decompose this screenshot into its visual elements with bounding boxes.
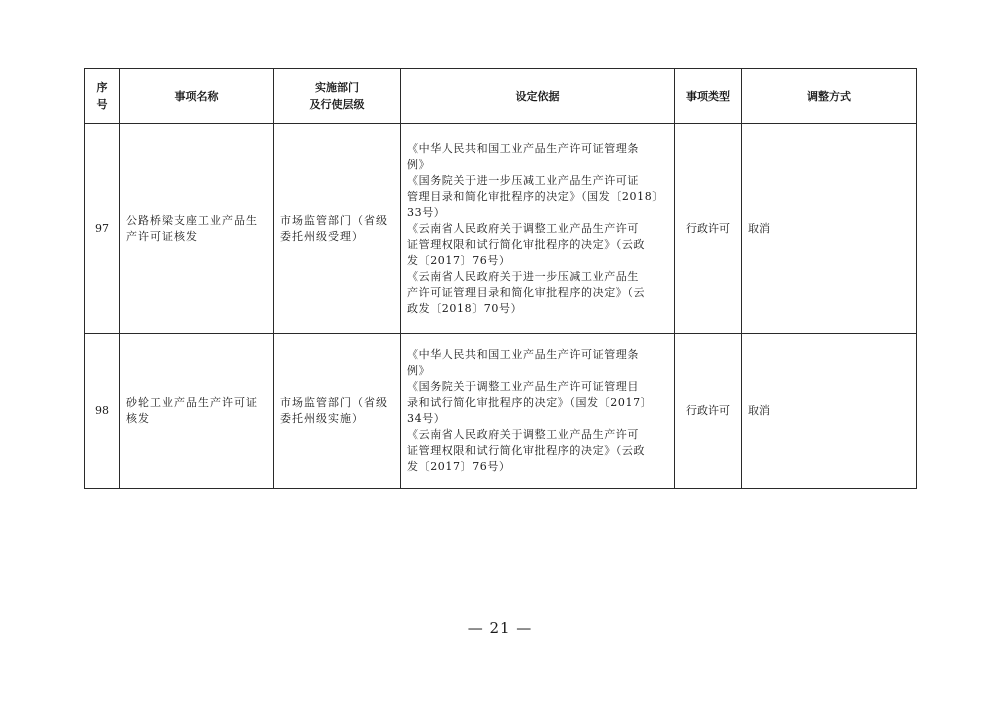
header-dept-line: 实施部门: [315, 81, 359, 94]
adjust-method: 取消: [742, 124, 917, 334]
dept-cell: [274, 124, 401, 334]
basis-line: 例》: [407, 157, 431, 171]
item-name: 公路桥梁支座工业产品生产许可证核发: [126, 213, 258, 243]
basis-line: 产许可证管理目录和简化审批程序的决定》（云: [407, 285, 646, 299]
header-type: 事项类型: [675, 69, 742, 124]
item-name: 砂轮工业产品生产许可证核发: [126, 396, 258, 425]
header-method: 调整方式: [742, 69, 917, 124]
basis-line: 发〔2017〕76号）: [407, 253, 511, 267]
header-no-line: 号: [96, 98, 108, 111]
basis-line: 证管理权限和试行简化审批程序的决定》（云政: [407, 237, 646, 251]
basis-line: 管理目录和简化审批程序的决定》（国发〔2018〕: [407, 189, 664, 203]
item-name-cell: [120, 334, 274, 489]
header-no-line: 序: [96, 81, 108, 94]
basis-line: 《云南省人民政府关于调整工业产品生产许可: [407, 428, 639, 441]
item-type: 行政许可: [675, 334, 742, 489]
table-header-row: [85, 69, 917, 124]
basis-line: 录和试行简化审批程序的决定》（国发〔2017〕: [407, 396, 653, 409]
item-type: 行政许可: [675, 124, 742, 334]
basis-line: 政发〔2018〕70号）: [407, 301, 523, 315]
header-name: 事项名称: [120, 69, 274, 124]
header-dept-line: 及行使层级: [309, 98, 365, 111]
header-basis: 设定依据: [401, 69, 675, 124]
dept-level: 市场监管部门（省级委托州级受理）: [280, 213, 388, 243]
basis-line: 《云南省人民政府关于进一步压减工业产品生: [407, 269, 639, 283]
dept-cell: [274, 334, 401, 489]
basis-cell: [401, 334, 675, 489]
page-number: — 21 —: [467, 619, 533, 637]
table-row: [85, 124, 917, 334]
basis-cell: [401, 124, 675, 334]
items-table: [84, 68, 917, 489]
row-number: 98: [85, 334, 120, 489]
row-number: 97: [85, 124, 120, 334]
basis-line: 《中华人民共和国工业产品生产许可证管理条: [407, 141, 639, 155]
adjust-method: 取消: [742, 334, 917, 489]
item-name-cell: [120, 124, 274, 334]
basis-line: 《国务院关于调整工业产品生产许可证管理目: [407, 380, 639, 393]
basis-line: 证管理权限和试行简化审批程序的决定》（云政: [407, 444, 646, 457]
basis-line: 例》: [407, 364, 431, 377]
header-no: [85, 69, 120, 124]
basis-line: 《云南省人民政府关于调整工业产品生产许可: [407, 221, 639, 235]
basis-line: 《国务院关于进一步压减工业产品生产许可证: [407, 173, 639, 187]
basis-line: 《中华人民共和国工业产品生产许可证管理条: [407, 348, 639, 361]
header-dept: [274, 69, 401, 124]
basis-line: 34号）: [407, 412, 446, 425]
basis-line: 发〔2017〕76号）: [407, 460, 511, 473]
dept-level: 市场监管部门（省级委托州级实施）: [280, 396, 388, 425]
basis-line: 33号）: [407, 205, 446, 219]
table-row: [85, 334, 917, 489]
